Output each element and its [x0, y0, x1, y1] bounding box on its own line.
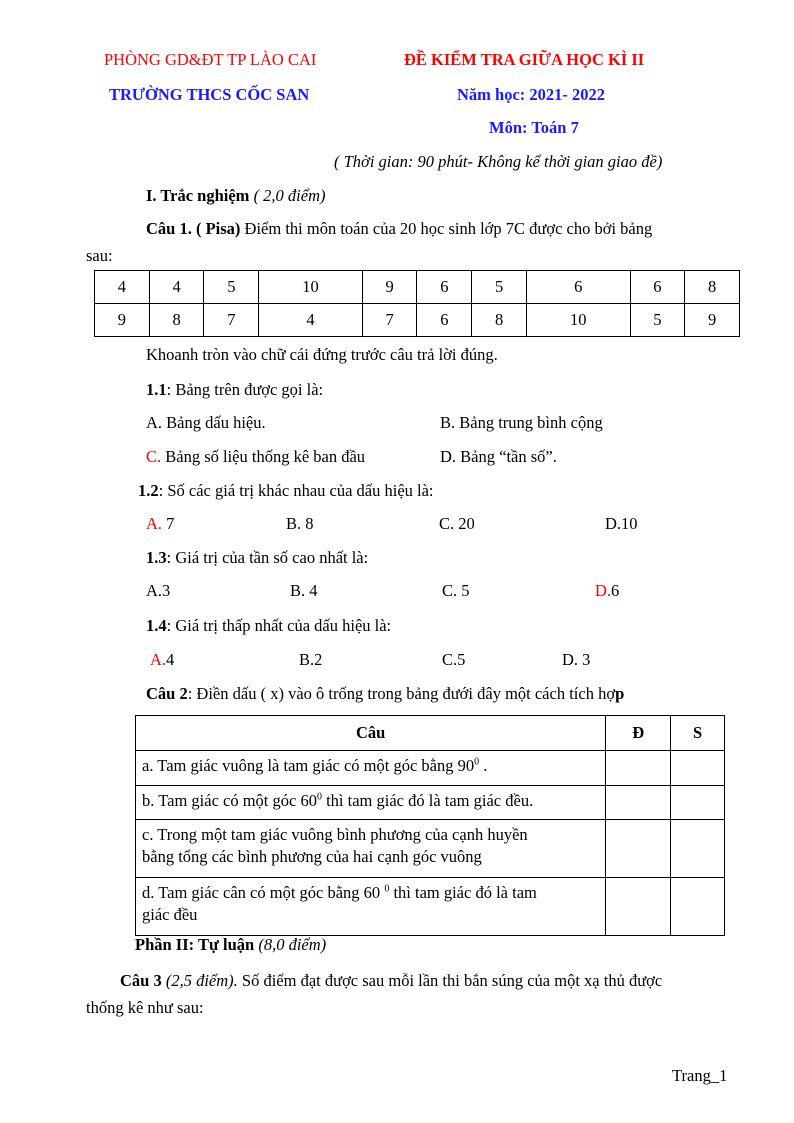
q14-stem: [146, 616, 391, 636]
statement-b-text: b. Tam giác có một góc 60: [142, 791, 317, 810]
q14-option-b[interactable]: B.2: [299, 650, 323, 669]
q14-option-a-text: 4: [166, 650, 175, 669]
table-row: [136, 786, 725, 820]
statement-b-tail: thì tam giác đó là tam giác đều.: [321, 791, 534, 810]
score-cell: 4: [259, 304, 363, 337]
statement-d-text: d. Tam giác cân có một góc bằng 60: [142, 883, 385, 902]
q3-text: Số điểm đạt được sau mỗi lần thi bắn súng của một xạ thủ được: [237, 971, 663, 990]
q14-option-d[interactable]: D. 3: [562, 650, 591, 669]
score-cell: 8: [685, 271, 740, 304]
part1-points: ( 2,0 điểm): [253, 186, 326, 205]
q3-line2: thống kê như sau:: [86, 998, 204, 1017]
q11-option-c-text: Bảng số liệu thống kê ban đầu: [161, 447, 366, 466]
score-cell: 8: [149, 304, 204, 337]
q14-option-a-letter: A.: [150, 650, 167, 669]
school-name: TRƯỜNG THCS CỐC SAN: [109, 85, 310, 104]
q12-text: : Số các giá trị khác nhau của dấu hiệu là:: [158, 481, 434, 500]
department-name: PHÒNG GD&ĐT TP LÀO CAI: [104, 50, 317, 69]
q1-line1: [146, 219, 652, 239]
score-cell: 6: [417, 304, 472, 337]
part1-label: . Trắc nghiệm: [152, 186, 250, 205]
q14-number: 1.4: [146, 616, 167, 635]
table-row: [95, 304, 740, 337]
q13-option-d-letter: D.: [595, 581, 612, 600]
q12-option-a[interactable]: [146, 514, 174, 534]
q11-option-c-letter: C.: [146, 447, 162, 466]
true-false-table: [135, 715, 725, 936]
header-false: S: [671, 716, 725, 751]
score-cell: 7: [204, 304, 259, 337]
answer-false-cell[interactable]: [671, 820, 725, 878]
part2-heading: [135, 935, 326, 955]
school-year: Năm học: 2021- 2022: [457, 85, 606, 104]
answer-false-cell[interactable]: [671, 751, 725, 786]
time-note: ( Thời gian: 90 phút- Không kể thời gian giao đề): [334, 152, 663, 171]
q2-stem: [146, 684, 624, 704]
score-cell: 5: [472, 271, 527, 304]
statement-d-line2: giác đều: [142, 905, 198, 925]
q13-option-c[interactable]: C. 5: [442, 581, 470, 600]
subject: Môn: Toán 7: [489, 118, 579, 137]
score-cell: 6: [630, 271, 685, 304]
answer-false-cell[interactable]: [671, 786, 725, 820]
table-row: [136, 751, 725, 786]
q13-number: 1.3: [146, 548, 167, 567]
q2-text-last: p: [615, 684, 625, 703]
q13-text: : Giá trị của tần số cao nhất là:: [166, 548, 369, 567]
part1-heading: [146, 186, 326, 206]
q1-line2: sau:: [86, 246, 113, 265]
q13-option-d[interactable]: [595, 581, 619, 601]
q11-option-c[interactable]: [146, 447, 365, 467]
answer-false-cell[interactable]: [671, 878, 725, 936]
score-cell: 10: [259, 271, 363, 304]
degree-sup: 0: [384, 883, 390, 895]
q3-points: (2,5 điểm).: [165, 971, 238, 990]
score-cell: 5: [204, 271, 259, 304]
statement-d: [136, 878, 606, 936]
answer-true-cell[interactable]: [606, 751, 671, 786]
page-number: Trang_1: [672, 1066, 728, 1085]
table-header-row: [136, 716, 725, 751]
score-cell: 4: [149, 271, 204, 304]
q12-number: 1.2: [138, 481, 159, 500]
score-cell: 9: [685, 304, 740, 337]
statement-d-tail: thì tam giác đó là tam: [389, 883, 537, 902]
q2-text: : Điền dấu ( x) vào ô trống trong bảng đưới đây một cách tích hợ: [187, 684, 616, 703]
q11-number: 1.1: [146, 380, 167, 399]
answer-true-cell[interactable]: [606, 786, 671, 820]
degree-sup: 0: [316, 791, 322, 803]
q14-option-a[interactable]: [150, 650, 174, 670]
q11-option-b[interactable]: B. Bảng trung bình cộng: [440, 413, 603, 432]
score-cell: 5: [630, 304, 685, 337]
part2-label: Phần II: Tự luận: [135, 935, 255, 954]
statement-c-line2: bằng tổng các bình phương của hai cạnh góc vuông: [142, 847, 482, 867]
answer-true-cell[interactable]: [606, 820, 671, 878]
q12-option-d[interactable]: D.10: [605, 514, 638, 533]
header-true: Đ: [606, 716, 671, 751]
q12-stem: [138, 481, 434, 501]
q12-option-b[interactable]: B. 8: [286, 514, 314, 533]
q13-option-b[interactable]: B. 4: [290, 581, 318, 600]
q13-option-d-text: 6: [611, 581, 620, 600]
table-row: [95, 271, 740, 304]
statement-b: [136, 786, 606, 820]
table-row: [136, 878, 725, 936]
q3-label: Câu 3: [120, 971, 162, 990]
part1-label-roman: I: [146, 186, 153, 205]
degree-sup: 0: [474, 756, 480, 768]
q11-option-d[interactable]: D. Bảng “tần số”.: [440, 447, 557, 466]
header-question: Câu: [136, 716, 606, 751]
q11-text: : Bảng trên được gọi là:: [166, 380, 324, 399]
q3-line1: [120, 971, 662, 991]
scores-table: [94, 270, 740, 337]
answer-true-cell[interactable]: [606, 878, 671, 936]
score-cell: 9: [362, 271, 417, 304]
q1-label: Câu 1. ( Pisa): [146, 219, 241, 238]
q13-stem: [146, 548, 368, 568]
statement-a-text: a. Tam giác vuông là tam giác có một góc bằng 90: [142, 756, 475, 775]
q1-text: Điểm thi môn toán của 20 học sinh lớp 7C được cho bởi bảng: [240, 219, 653, 238]
table-row: [136, 820, 725, 878]
score-cell: 6: [526, 271, 630, 304]
q14-text: : Giá trị thấp nhất của dấu hiệu là:: [166, 616, 392, 635]
score-cell: 9: [95, 304, 150, 337]
q11-stem: [146, 380, 323, 400]
exam-title: ĐỀ KIỂM TRA GIỮA HỌC KÌ II: [404, 50, 645, 69]
score-cell: 6: [417, 271, 472, 304]
q12-option-a-text: 7: [162, 514, 175, 533]
part2-points: (8,0 điểm): [258, 935, 327, 954]
score-cell: 7: [362, 304, 417, 337]
statement-c-line1: c. Trong một tam giác vuông bình phương của cạnh huyền: [142, 825, 528, 844]
q12-option-a-letter: A.: [146, 514, 163, 533]
statement-a-tail: .: [479, 756, 488, 775]
score-cell: 10: [526, 304, 630, 337]
statement-a: [136, 751, 606, 786]
score-cell: 4: [95, 271, 150, 304]
score-cell: 8: [472, 304, 527, 337]
q11-option-a[interactable]: A. Bảng dấu hiệu.: [146, 413, 266, 432]
q13-option-a[interactable]: A.3: [146, 581, 171, 600]
q2-label: Câu 2: [146, 684, 188, 703]
statement-c: [136, 820, 606, 878]
q14-option-c[interactable]: C.5: [442, 650, 466, 669]
q1-instruction: Khoanh tròn vào chữ cái đứng trước câu trả lời đúng.: [146, 345, 498, 364]
q12-option-c[interactable]: C. 20: [439, 514, 475, 533]
